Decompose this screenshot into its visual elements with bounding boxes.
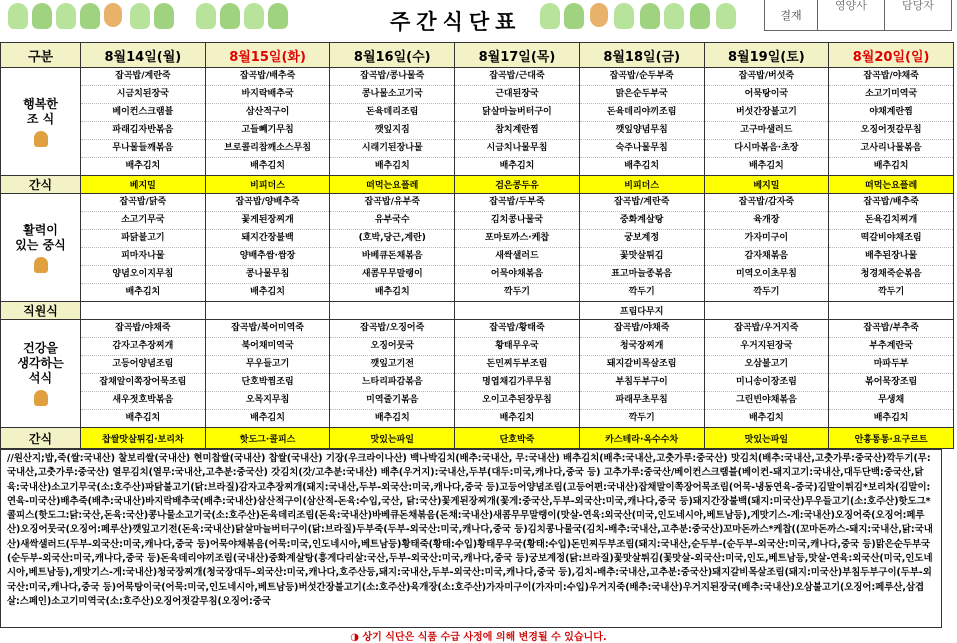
staff-cell [455, 302, 580, 320]
menu-item: (호박,당근,계란) [330, 230, 454, 248]
menu-item: 시금치된장국 [81, 86, 205, 104]
menu-item: 콩나물무침 [206, 266, 330, 284]
staff-cell: 프림다무지 [579, 302, 704, 320]
menu-item: 돈육김치찌개 [829, 212, 953, 230]
approval-role: 영양사 [835, 0, 867, 12]
menu-item: 배추김치 [499, 413, 535, 423]
menu-item: 잡곡밥/감자죽 [705, 194, 829, 212]
meal-label: 건강을 생각하는 석식 [17, 341, 64, 385]
row-cell: 비피더스 [579, 176, 704, 194]
menu-item: 잡곡밥/야채죽 [81, 320, 205, 338]
dinner-label [1, 320, 81, 428]
vegetable-icon [80, 3, 100, 29]
menu-item: 배추김치 [125, 287, 161, 297]
menu-item: 배추김치 [624, 161, 660, 171]
menu-item: 배추김치 [250, 413, 285, 423]
menu-item: 잡곡밥/우거지죽 [705, 320, 829, 338]
menu-item: 마파두부 [829, 356, 953, 374]
menu-item: 떡갈비야채조림 [829, 230, 953, 248]
menu-item: 오징어뭇국 [330, 338, 454, 356]
menu-item: 돈민찌두부조림 [455, 356, 579, 374]
menu-item: 잡곡밥/버섯죽 [705, 68, 829, 86]
menu-cell [579, 194, 704, 302]
menu-item: 잡곡밥/야채죽 [829, 68, 953, 86]
menu-item: 잡곡밥/배추죽 [829, 194, 953, 212]
menu-cell [455, 194, 580, 302]
lunch-row [1, 194, 954, 302]
menu-item: 꽃맛살튀김 [580, 248, 704, 266]
approval-box [764, 0, 952, 31]
menu-item: 오삼불고기 [705, 356, 829, 374]
menu-item: 근대된장국 [455, 86, 579, 104]
menu-item: 잡곡밥/계란죽 [81, 68, 205, 86]
menu-cell [81, 320, 206, 428]
menu-item: 고등어양념조림 [81, 356, 205, 374]
menu-item: 야채계란찜 [829, 104, 953, 122]
menu-cell [205, 320, 330, 428]
menu-item: 배추김치 [374, 287, 410, 297]
menu-item: 깍두기 [503, 287, 530, 297]
menu-cell [81, 68, 206, 176]
menu-item: 숙주나물무침 [580, 140, 704, 158]
menu-cell [455, 68, 580, 176]
menu-item: 잡곡밥/부추죽 [829, 320, 953, 338]
staff-cell [81, 302, 206, 320]
menu-item: 잡곡밥/황태죽 [455, 320, 579, 338]
menu-cell [330, 194, 455, 302]
vegetable-icon [268, 3, 288, 29]
menu-item: 오목지무침 [206, 392, 330, 410]
menu-item: 배추된장나물 [829, 248, 953, 266]
menu-item: 바베큐돈채볶음 [330, 248, 454, 266]
day-header: 8월15일(화) [205, 43, 330, 68]
menu-item: 그린빈야채볶음 [705, 392, 829, 410]
menu-cell [205, 68, 330, 176]
menu-item: 잡곡밥/계란죽 [580, 194, 704, 212]
day-header: 8월20일(일) [829, 43, 954, 68]
menu-item: 시금치나물무침 [455, 140, 579, 158]
menu-item: 청경채죽순볶음 [829, 266, 953, 284]
menu-item: 돼지갈비목살조림 [580, 356, 704, 374]
row-cell: 단호박죽 [455, 428, 580, 449]
vegetable-icon [564, 3, 584, 29]
staff-cell [704, 302, 829, 320]
menu-item: 잡곡밥/콩나물죽 [330, 68, 454, 86]
menu-item: 궁보계정 [580, 230, 704, 248]
vegetable-icon [196, 3, 216, 29]
menu-item: 부추계란국 [829, 338, 953, 356]
staff-label: 직원식 [1, 302, 81, 320]
menu-item: 꽃게된장찌개 [206, 212, 330, 230]
chef-icon [590, 3, 608, 27]
menu-item: 명엽채김가루무침 [455, 374, 579, 392]
menu-cell [205, 194, 330, 302]
vegetable-icon [220, 3, 240, 29]
menu-item: 파래김자반볶음 [81, 122, 205, 140]
menu-item: 브로콜리참깨소스무침 [206, 140, 330, 158]
dinner-row [1, 320, 954, 428]
menu-item: 배추김치 [374, 413, 410, 423]
row-cell: 베지밀 [704, 176, 829, 194]
menu-item: 배추김치 [748, 413, 784, 423]
chef-icon [34, 131, 48, 147]
menu-item: 잡곡밥/오징어죽 [330, 320, 454, 338]
menu-item: 잡곡밥/배추죽 [206, 68, 330, 86]
staff-row [1, 302, 954, 320]
menu-item: 파래무초무침 [580, 392, 704, 410]
menu-item: 새콤무무말랭이 [330, 266, 454, 284]
breakfast-label [1, 68, 81, 176]
row-cell: 찹쌀맛살튀김·보리차 [81, 428, 206, 449]
menu-item: 부침두부구이 [580, 374, 704, 392]
menu-item: 깍두기 [878, 287, 905, 297]
snack-row [1, 176, 954, 194]
menu-item: 무우들고기 [206, 356, 330, 374]
menu-item: 김치콩나물국 [455, 212, 579, 230]
chef-icon [34, 390, 48, 406]
vegetable-icon [690, 3, 710, 29]
menu-cell [579, 320, 704, 428]
menu-item: 미니송이장조림 [705, 374, 829, 392]
menu-item: 배추김치 [499, 161, 535, 171]
snack1-label: 간식 [1, 176, 81, 194]
approval-label: 결재 [765, 0, 818, 31]
menu-item: 포마토까스·케찹 [455, 230, 579, 248]
menu-cell [330, 68, 455, 176]
menu-item: 삼산적구이 [206, 104, 330, 122]
row-cell: 카스테라·옥수수차 [579, 428, 704, 449]
approval-role: 담당자 [902, 0, 934, 12]
menu-item: 맑은순두부국 [580, 86, 704, 104]
day-header: 8월18일(금) [579, 43, 704, 68]
vegetable-icon [716, 3, 736, 29]
menu-item: 어묵탕이국 [705, 86, 829, 104]
origin-notice: //원산지;밥,죽(쌀:국내산) 찰보리쌀(국내산) 현미찹쌀(국내산) 찹쌀(국내산) 기장(우크라이나산) 백나박김치(배추:국내산, 무:국내산) 배추김치(배추:국내산,고춧가루:중국산) 맛김치(배추:국내산,고춧가루:중국산)깍두기(무:국내산,고춧가루:중국산) 열무김치(열무:국내산,고추분:중국산) 갓김치(갓/고추분:국내산) 배추(우거지):국내산,두부(대두:미국,캐나다,중국 등) 고추가루:중국산/베이컨스크램블(베이컨-돼지고기:국내산,대두단백:중국산,닭육:국내산)소고기무국(소:호주산)파닭불고기(닭:브라질)감자고추장찌개(돼지:국내산,두부-외국산:미국,캐나다,중국 등)고등어양념조림(고등어편:국내산)잡채말이쪽장어묵조림(어묵-냉동연육-중국)김말이튀김*보리차(김말이:연육-미국산)배추죽(배추:국내산)바지락배추국(배추:국내산)삼산적구이(삼산적-돈육:수입,국산, 닭:국산)꽃게된장찌개(꽃게:중국산,두부-외국산:미국,캐나다,중국 등)돼지간장불백(돼지:미국산)무우들고기(소:호주산)핫도그*콜피스(핫도그:닭:국산,돈육:국산)콩나물소고기국(소:호주산)돈육데리조림(돈육:국내산)바베큐돈채볶음(돈채:국내산)새콤무무말랭이(맛살-연육:외국산(미국,인도네시아,베트남등),게맛기스-게:국내산)오징어죽(오징어:페루산)오징어뭇국(오징어:페루산)깻잎고기전(돈육:국내산)닭살마늘버터구이(닭:브라질)두부죽(두부-외국산:미국,캐나다,중국 등)김치콩나물국(김치-배추:국내산,고추분:중국산)꼬마돈까스*케찹((꼬마돈까스-돼지:국내산,닭:국내산)새싹샐러드(두부-외국산:미국,캐나다,중국 등)어묵야채볶음(어묵:미국,인도네시아,베트남등)황태죽(황태:수입)황태무우국(황태:수입)돈민찌두부조림(돼지:국내산,순두부-(순두부-외국산:미국,캐나다,중국 등)맑은순두부국(순두부-외국산:미국,캐나다,중국 등)돈육데리야끼조림(국내산)중화계살탕(흥게다리살:국산,두부-외국산:미국,캐나다,중국 등)궁보계정(닭:브라질)꽃맛살튀김(꽃맛살-외국산:미국,인도,베트남등,맛살-연육:외국산(미국,인도네시아,베트남등),게맛기스-게:국내산)청국장찌개(청국장대두-외국산:미국,캐나다,호주산등,돼지:국내산,두부-외국산:미국,캐나다,중국 등),김치-배추:국내산,고추분:중국산)돼지갈비목살조림(돼지:미국산)부침두부구이(두부-외국산:미국,캐나다,중국 등)어묵탕이국(어묵:미국,인도네시아,베트남등)버섯간장불고기(소:호주산)육개장(소:호주산)가자미구이(가자미:수입)우거지죽(배추:국내산)우거지된장국(배추:국내산)오삼불고기(오징어:페루산,삼겹살:스페인)소고기미역국(소:호주산)오징어젓갈무침(오징어:중국 [0, 449, 942, 628]
menu-item: 무나물들깨볶음 [81, 140, 205, 158]
menu-item: 소고기미역국 [829, 86, 953, 104]
menu-item: 깻잎양념무침 [580, 122, 704, 140]
menu-item: 잡곡밥/북어미역죽 [206, 320, 330, 338]
menu-cell [579, 68, 704, 176]
row-cell: 검은콩두유 [455, 176, 580, 194]
menu-cell [704, 68, 829, 176]
vegetable-icon [32, 3, 52, 29]
change-notice: ◑ 상기 식단은 식품 수급 사정에 의해 변경될 수 있습니다. [350, 632, 607, 643]
menu-item: 새우젓호박볶음 [81, 392, 205, 410]
vegetable-icon [540, 3, 560, 29]
menu-item: 소고기무국 [81, 212, 205, 230]
staff-cell [330, 302, 455, 320]
menu-item: 시래기된장나물 [330, 140, 454, 158]
menu-item: 고구마샐러드 [705, 122, 829, 140]
menu-item: 중화계살탕 [580, 212, 704, 230]
meal-label: 행복한 조 식 [23, 96, 58, 126]
menu-item: 잡채알이쪽장어묵조림 [81, 374, 205, 392]
menu-cell [829, 194, 954, 302]
menu-item: 잡곡밥/유부죽 [330, 194, 454, 212]
menu-item: 배추김치 [250, 161, 285, 171]
snack-row [1, 428, 954, 449]
menu-item: 오이고추된장무침 [455, 392, 579, 410]
header-row [1, 43, 954, 68]
menu-cell [81, 194, 206, 302]
menu-item: 잡곡밥/순두부죽 [580, 68, 704, 86]
menu-item: 미역줄기볶음 [330, 392, 454, 410]
menu-item: 느타리파감볶음 [330, 374, 454, 392]
approval-slot-dietitian [818, 0, 885, 31]
menu-item: 참치계란찜 [455, 122, 579, 140]
weekly-menu-table [0, 42, 954, 449]
row-cell: 베지밀 [81, 176, 206, 194]
chef-icon [104, 3, 122, 27]
vegetable-icon [130, 3, 150, 29]
menu-item: 잡곡밥/두부죽 [455, 194, 579, 212]
menu-cell [704, 194, 829, 302]
menu-item: 감자채볶음 [705, 248, 829, 266]
menu-item: 잡곡밥/닭죽 [81, 194, 205, 212]
menu-item: 돼지간장불백 [206, 230, 330, 248]
menu-item: 배추김치 [873, 161, 909, 171]
row-cell: 맛있는파일 [330, 428, 455, 449]
menu-item: 북어채미역국 [206, 338, 330, 356]
menu-item: 깍두기 [628, 287, 655, 297]
menu-item: 잡곡밥/근대죽 [455, 68, 579, 86]
menu-item: 배추김치 [374, 161, 410, 171]
lunch-label [1, 194, 81, 302]
menu-item: 오징어젓갈무침 [829, 122, 953, 140]
menu-item: 콩나물소고기국 [330, 86, 454, 104]
menu-item: 닭살마늘버터구이 [455, 104, 579, 122]
day-header: 8월19일(토) [704, 43, 829, 68]
menu-item: 깍두기 [753, 287, 780, 297]
breakfast-row [1, 68, 954, 176]
menu-item: 배추김치 [873, 413, 909, 423]
menu-item: 배추김치 [125, 413, 161, 423]
menu-item: 파닭불고기 [81, 230, 205, 248]
day-header: 8월16일(수) [330, 43, 455, 68]
menu-item: 베이컨스크램블 [81, 104, 205, 122]
vegetable-icon [154, 3, 174, 29]
menu-item: 양배추쌈·쌈장 [206, 248, 330, 266]
vegetable-icon [664, 3, 684, 29]
vegetable-icon [56, 3, 76, 29]
menu-item: 돈육데리야끼조림 [580, 104, 704, 122]
meal-label: 활력이 있는 중식 [15, 222, 66, 252]
menu-item: 어묵야채볶음 [455, 266, 579, 284]
snack2-label: 간식 [1, 428, 81, 449]
menu-item: 돈육데리조림 [330, 104, 454, 122]
menu-item: 유부국수 [330, 212, 454, 230]
staff-cell [205, 302, 330, 320]
menu-item: 바지락배추국 [206, 86, 330, 104]
row-cell: 비피더스 [205, 176, 330, 194]
menu-item: 다시마볶음·초장 [705, 140, 829, 158]
menu-item: 우거지된장국 [705, 338, 829, 356]
menu-item: 미역오이초무침 [705, 266, 829, 284]
menu-item: 무생채 [829, 392, 953, 410]
menu-item: 황태무우국 [455, 338, 579, 356]
vegetable-icon [244, 3, 264, 29]
menu-item: 육개장 [705, 212, 829, 230]
menu-item: 표고마늘종볶음 [580, 266, 704, 284]
row-cell: 맛있는파일 [704, 428, 829, 449]
vegetable-icon [640, 3, 660, 29]
menu-item: 깍두기 [628, 413, 655, 423]
menu-item: 깻잎지짐 [330, 122, 454, 140]
header-band [0, 0, 957, 40]
menu-cell [330, 320, 455, 428]
menu-item: 단호박찜조림 [206, 374, 330, 392]
menu-item: 버섯간장불고기 [705, 104, 829, 122]
row-cell: 떠먹는요플레 [829, 176, 954, 194]
menu-item: 배추김치 [748, 161, 784, 171]
row-cell: 핫도그·콜피스 [205, 428, 330, 449]
menu-item: 청국장찌개 [580, 338, 704, 356]
menu-item: 새싹샐러드 [455, 248, 579, 266]
menu-item: 양념오이지무침 [81, 266, 205, 284]
menu-item: 피마자나물 [81, 248, 205, 266]
staff-cell [829, 302, 954, 320]
menu-cell [829, 68, 954, 176]
day-header: 8월14일(월) [81, 43, 206, 68]
menu-cell [455, 320, 580, 428]
menu-item: 잡곡밥/야채죽 [580, 320, 704, 338]
menu-item: 배추김치 [250, 287, 285, 297]
menu-item: 깻잎고기전 [330, 356, 454, 374]
menu-item: 볶어묵장조림 [829, 374, 953, 392]
vegetable-icon [8, 3, 28, 29]
menu-item: 고들빼기무침 [206, 122, 330, 140]
row-cell: 안흥통통·요구르트 [829, 428, 954, 449]
approval-slot-manager [885, 0, 952, 31]
menu-item: 가자미구이 [705, 230, 829, 248]
menu-item: 잡곡밥/양배추죽 [206, 194, 330, 212]
menu-item: 배추김치 [125, 161, 161, 171]
menu-item: 감자고추장찌개 [81, 338, 205, 356]
page-title: 주간식단표 [390, 10, 522, 34]
header-label: 구분 [1, 43, 81, 68]
menu-cell [829, 320, 954, 428]
day-header: 8월17일(목) [455, 43, 580, 68]
menu-cell [704, 320, 829, 428]
vegetable-icon [614, 3, 634, 29]
row-cell: 떠먹는요플레 [330, 176, 455, 194]
menu-item: 고사리나물볶음 [829, 140, 953, 158]
chef-icon [34, 257, 48, 273]
